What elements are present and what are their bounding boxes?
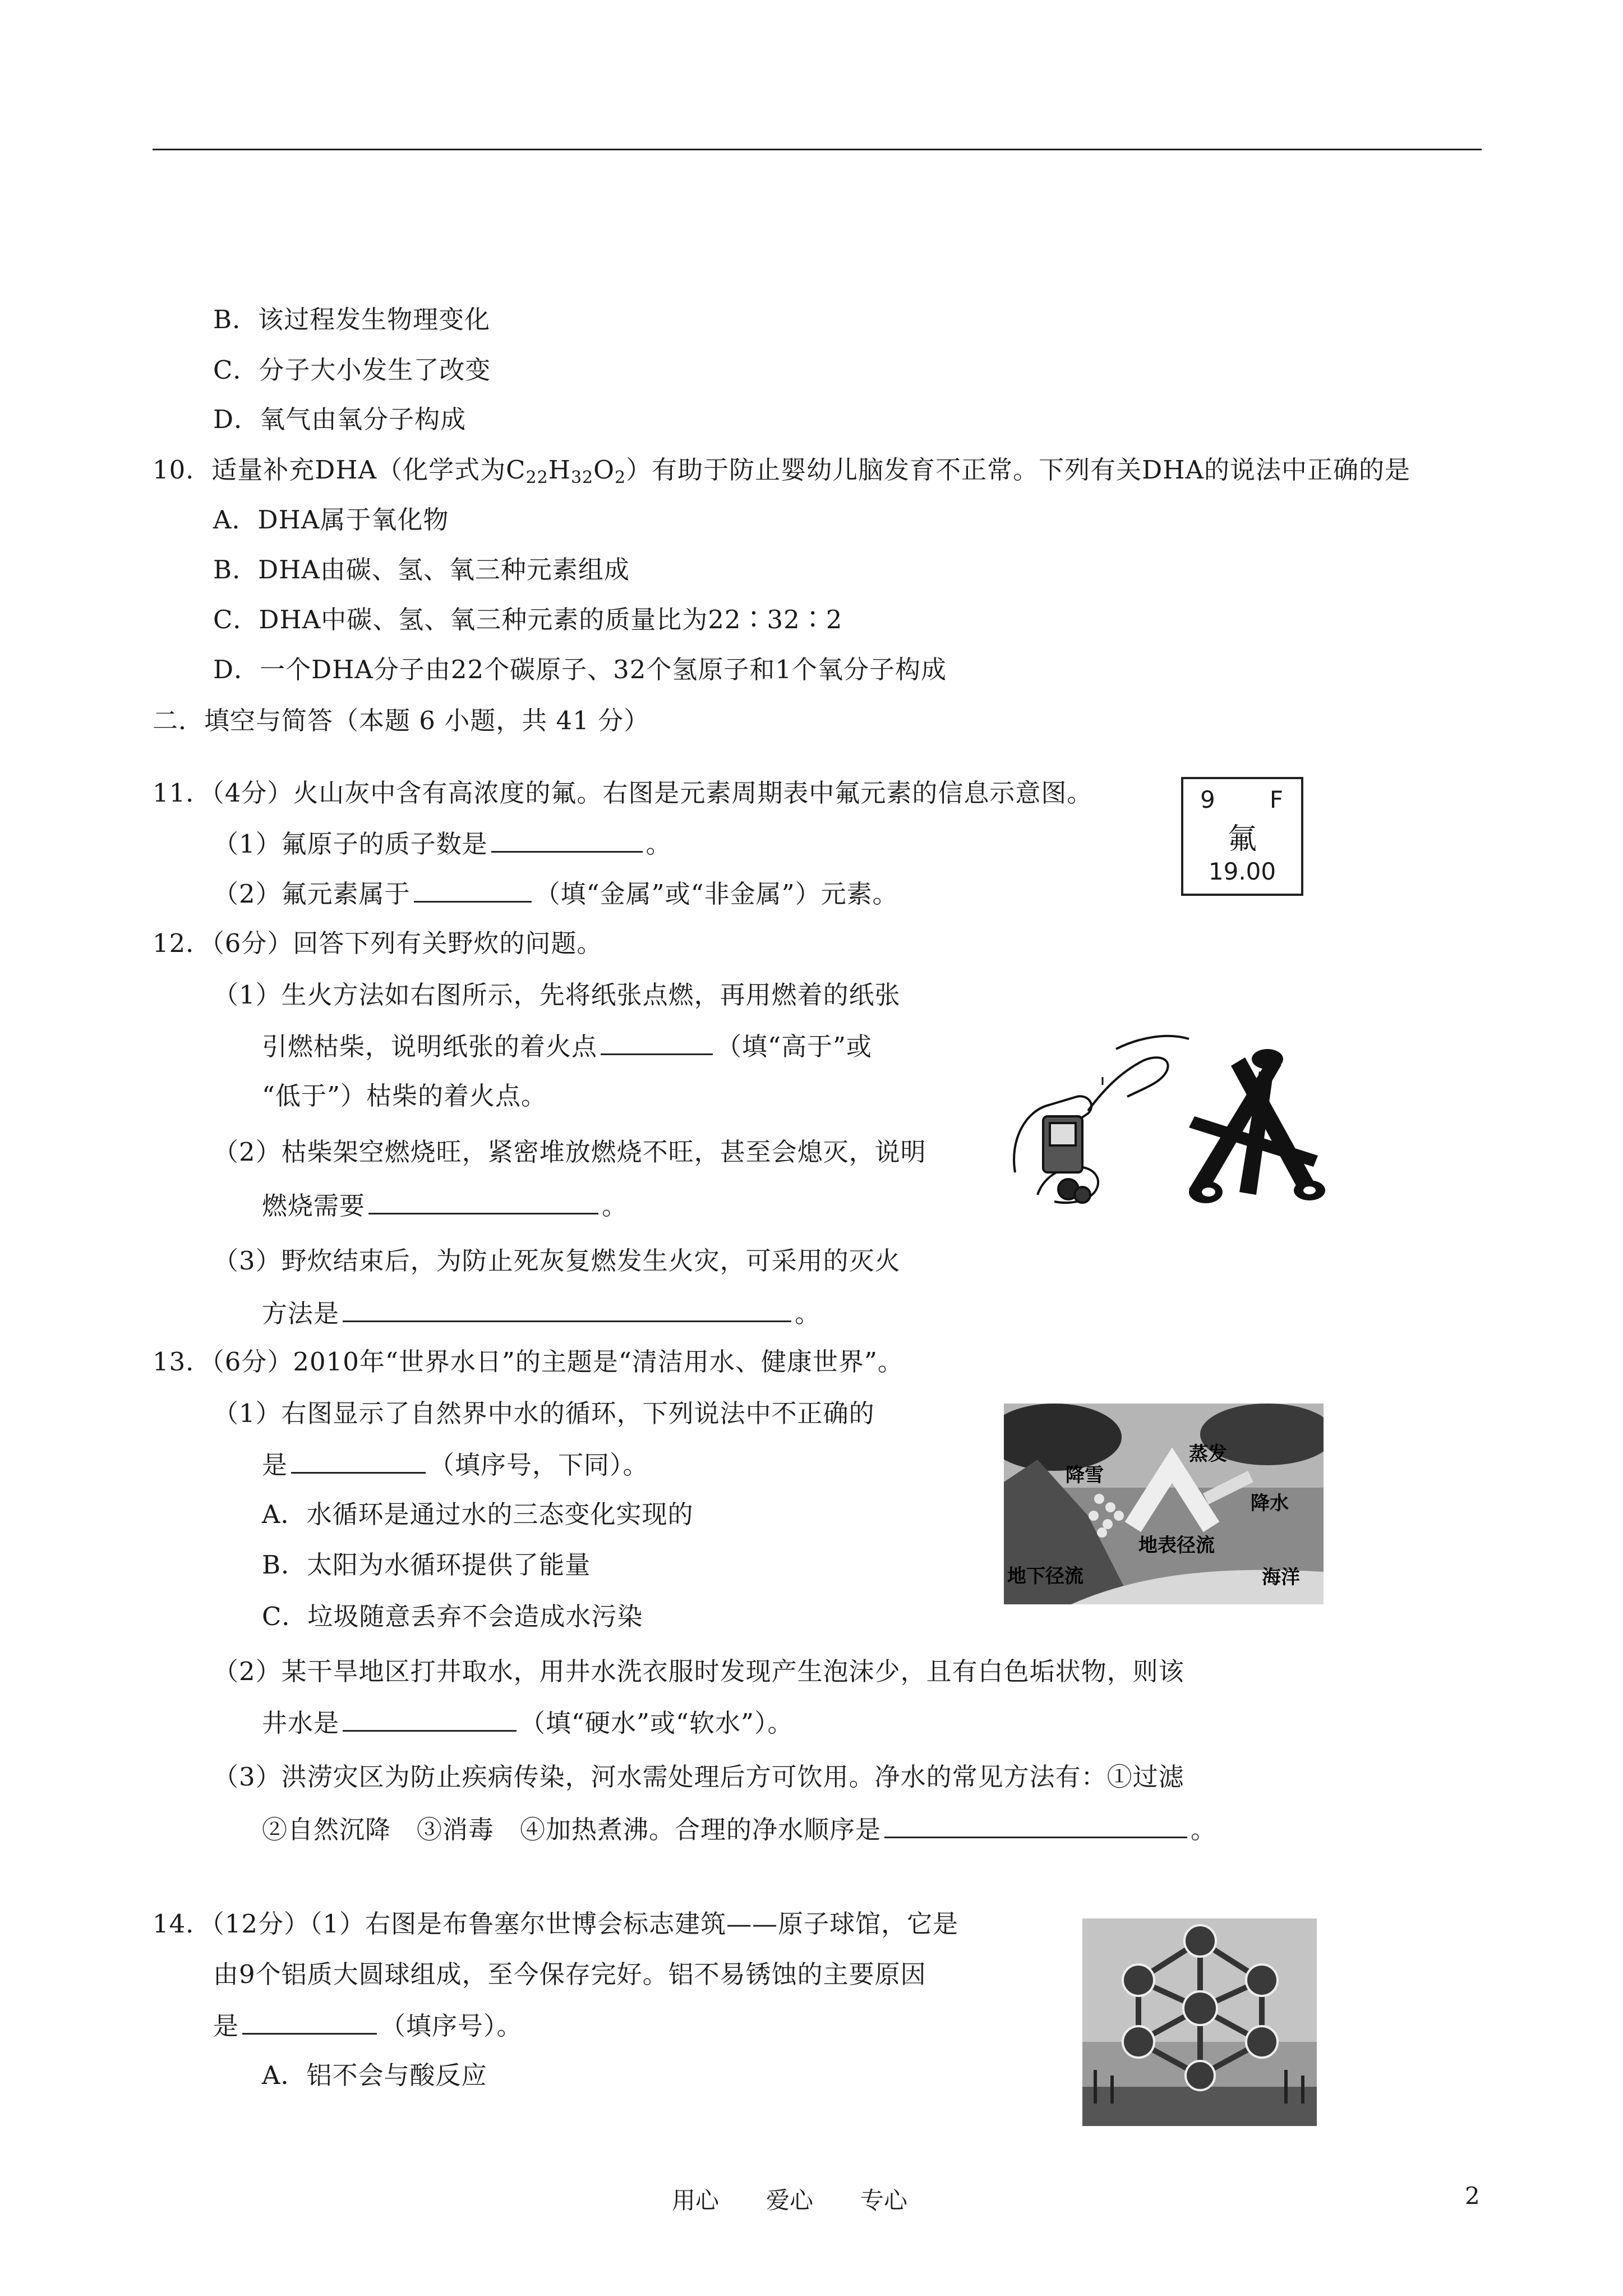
- q9-option-b: B．该过程发生物理变化: [213, 305, 491, 334]
- label-ocean: 海洋: [1262, 1566, 1300, 1589]
- q13-option-b: B．太阳为水循环提供了能量: [262, 1550, 591, 1580]
- q11-stem: 11．（4分）火山灰中含有高浓度的氟。右图是元素周期表中氟元素的信息示意图。: [153, 778, 1093, 808]
- element-symbol: F: [1269, 786, 1283, 813]
- header-rule: [153, 149, 1482, 150]
- q13-part-3-line-2: ②自然沉降 ③消毒 ④加热煮沸。合理的净水顺序是 。: [262, 1812, 1216, 1847]
- q12-stem: 12．（6分）回答下列有关野炊的问题。: [153, 928, 603, 958]
- q13-stem: 13．（6分）2010年“世界水日”的主题是“清洁用水、健康世界”。: [153, 1347, 903, 1377]
- answer-blank[interactable]: [343, 1705, 517, 1732]
- q13-part-1-line-2: 是 （填序号，下同）。: [262, 1447, 649, 1482]
- atomic-number: 9: [1200, 786, 1215, 813]
- label-snow: 降雪: [1066, 1464, 1104, 1487]
- answer-blank[interactable]: [242, 2008, 377, 2035]
- atomic-mass: 19.00: [1208, 858, 1276, 885]
- answer-blank[interactable]: [884, 1812, 1187, 1838]
- q12-part-3-line-2: 方法是 。: [262, 1296, 820, 1331]
- q12-part-1-line-1: （1）生火方法如右图所示，先将纸张点燃，再用燃着的纸张: [213, 980, 901, 1010]
- element-name: 氟: [1227, 822, 1257, 856]
- q10-option-b: B．DHA由碳、氢、氧三种元素组成: [213, 555, 630, 585]
- label-surface-runoff: 地表径流: [1138, 1534, 1215, 1557]
- q12-part-3-line-1: （3）野炊结束后，为防止死灰复燃发生火灾，可采用的灭火: [213, 1246, 901, 1276]
- q10-option-c: C．DHA中碳、氢、氧三种元素的质量比为22∶32∶2: [213, 605, 843, 634]
- q9-option-c: C．分子大小发生了改变: [213, 355, 491, 385]
- section-2-title: 二．填空与简答（本题 6 小题，共 41 分）: [153, 706, 650, 735]
- q12-part-1-line-2: 引燃枯柴，说明纸张的着火点 （填“高于”或: [262, 1029, 872, 1064]
- page-number: 2: [1465, 2182, 1480, 2210]
- q10-stem: 10．适量补充DHA（化学式为$C_{22}H_{32}O_2$）有助于防止婴幼儿脑发育不正常。下列有关DHA的说法中正确的是: [153, 455, 1410, 487]
- answer-blank[interactable]: [601, 1029, 713, 1055]
- q11-part-2: （2）氟元素属于 （填“金属”或“非金属”）元素。: [213, 876, 898, 911]
- q12-part-2-line-1: （2）枯柴架空燃烧旺，紧密堆放燃烧不旺，甚至会熄灭，说明: [213, 1137, 926, 1167]
- q14-option-a: A．铝不会与酸反应: [262, 2060, 487, 2090]
- answer-blank[interactable]: [491, 826, 643, 853]
- answer-blank[interactable]: [291, 1447, 426, 1474]
- q13-part-1-line-1: （1）右图显示了自然界中水的循环，下列说法中不正确的: [213, 1398, 875, 1428]
- q10-option-d: D．一个DHA分子由22个碳原子、32个氢原子和1个氧分子构成: [213, 655, 947, 684]
- q13-option-c: C．垃圾随意丢弃不会造成水污染: [262, 1602, 643, 1631]
- q13-part-2-line-2: 井水是 （填“硬水”或“软水”）。: [262, 1705, 794, 1740]
- campfire-figure: [1004, 1027, 1340, 1206]
- q11-part-1: （1）氟原子的质子数是 。: [213, 826, 672, 861]
- q13-part-2-line-1: （2）某干旱地区打井取水，用井水洗衣服时发现产生泡沫少，且有白色垢状物，则该: [213, 1657, 1184, 1686]
- answer-blank[interactable]: [414, 876, 532, 903]
- q14-line-1: 14．（12分）（1）右图是布鲁塞尔世博会标志建筑——原子球馆，它是: [153, 1909, 959, 1939]
- q12-part-1-line-3: “低于”）枯柴的着火点。: [262, 1081, 547, 1111]
- q10-option-a: A．DHA属于氧化物: [213, 505, 449, 535]
- footer-motto: 用心 爱心 专心: [672, 2187, 908, 2214]
- q14-line-3: 是 （填序号）。: [213, 2008, 523, 2043]
- label-evaporation: 蒸发: [1189, 1443, 1227, 1465]
- water-cycle-figure: [1004, 1404, 1324, 1604]
- answer-blank[interactable]: [343, 1296, 791, 1322]
- label-groundwater: 地下径流: [1007, 1565, 1083, 1588]
- q12-part-2-line-2: 燃烧需要 。: [262, 1188, 628, 1223]
- q14-line-2: 由9个铝质大圆球组成，至今保存完好。铝不易锈蚀的主要原因: [213, 1959, 926, 1989]
- element-tile-fluorine: [1181, 777, 1303, 896]
- q13-option-a: A．水循环是通过水的三态变化实现的: [262, 1499, 694, 1529]
- answer-blank[interactable]: [368, 1188, 598, 1214]
- atomium-figure: [1082, 1918, 1317, 2126]
- label-rain: 降水: [1251, 1492, 1289, 1515]
- q9-option-d: D．氧气由氧分子构成: [213, 404, 467, 434]
- q13-part-3-line-1: （3）洪涝灾区为防止疾病传染，河水需处理后方可饮用。净水的常见方法有：①过滤: [213, 1762, 1184, 1792]
